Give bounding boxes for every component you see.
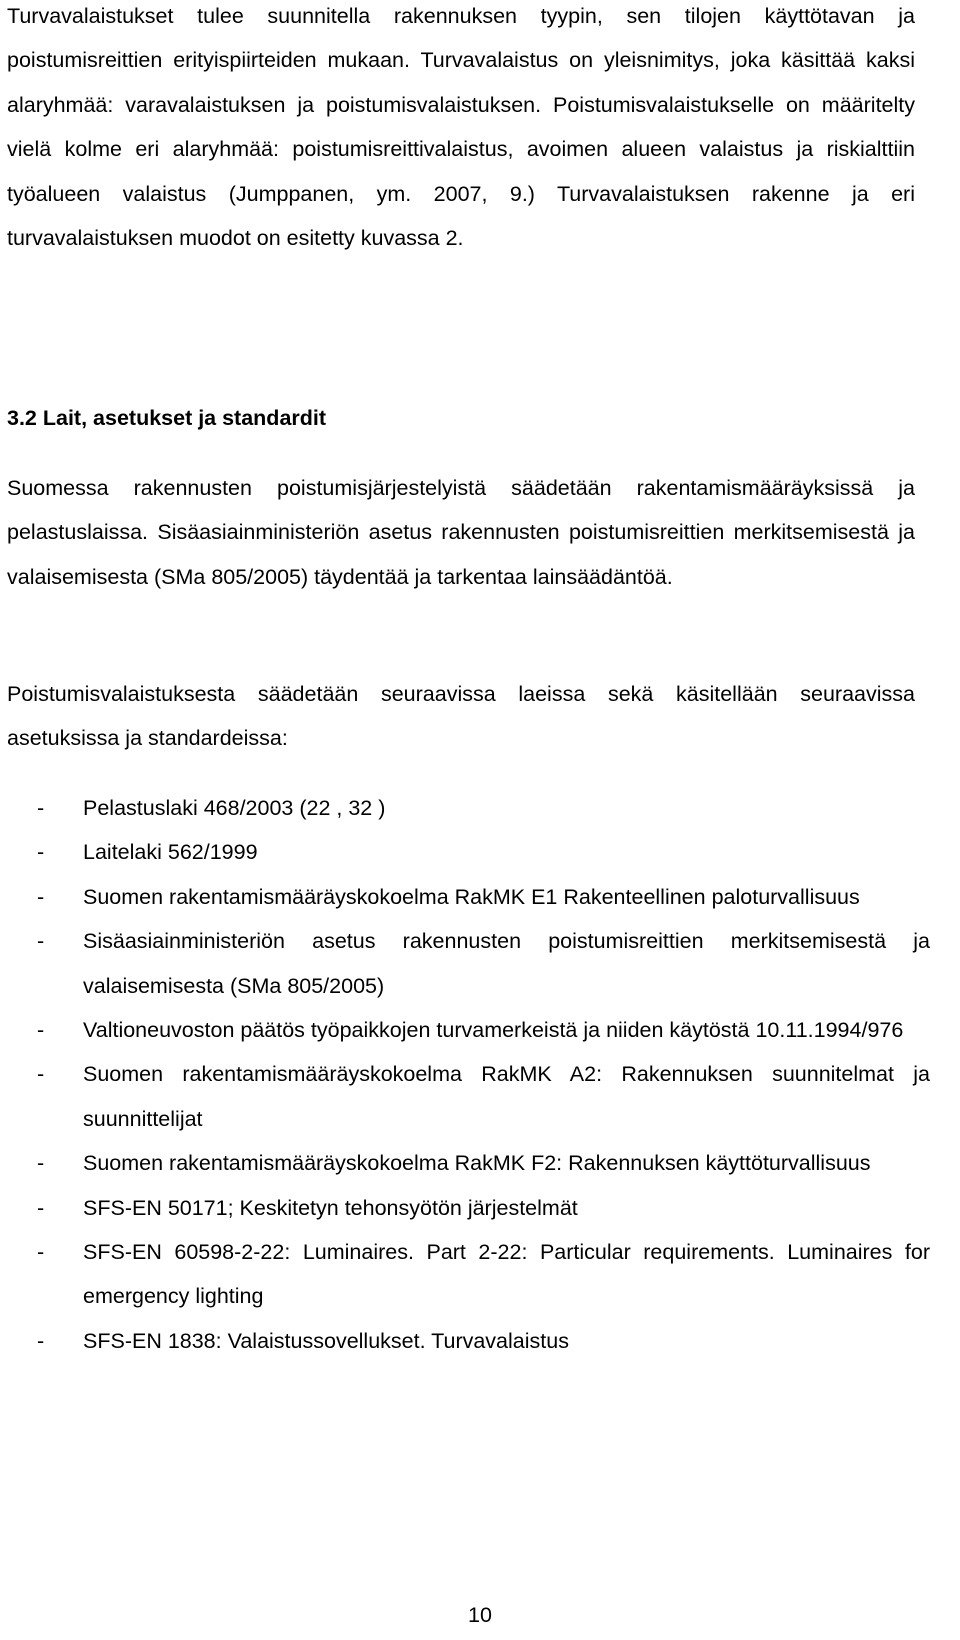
list-item-text: Suomen rakentamismääräyskokoelma RakMK A2: Rakennuksen suunnitelmat ja suunnittelijat: [83, 1062, 930, 1131]
list-dash: -: [37, 796, 45, 820]
list-dash: -: [37, 929, 45, 954]
list-item: [0, 1008, 930, 1052]
list-dash: -: [37, 1328, 45, 1353]
intro-paragraph: Turvavalaistukset tulee suunnitella rakennuksen tyypin, sen tilojen käyttötavan ja poistumisreittien erityispiirteiden mukaan. Turvavalaistus on yleisnimitys, joka käsittää kaksi alaryhmää: varavalaistuksen ja poistumisvalaistuksen. Poistumisvalaistukselle on määritelty vielä kolme eri alaryhmää: poistumisreittivalaistus, avoimen alueen valaistus ja riskialttiin työalueen valaistus (Jumppanen, ym. 2007, 9.) Turvavalaistuksen rakenne ja eri turvavalaistuksen muodot on esitetty kuvassa 2.: [7, 4, 915, 251]
list-dash: -: [37, 1240, 45, 1265]
list-item: [0, 875, 930, 919]
list-item: [0, 1230, 930, 1319]
list-item: [0, 786, 930, 830]
page-number: 10: [468, 1603, 492, 1627]
list-item-text: Laitelaki 562/1999: [83, 840, 258, 865]
list-dash: -: [37, 884, 45, 909]
regulations-intro-paragraph: Poistumisvalaistuksesta säädetään seuraavissa laeissa sekä käsitellään seuraavissa asetuksissa ja standardeissa:: [7, 682, 915, 751]
list-item-text: Suomen rakentamismääräyskokoelma RakMK E1 Rakenteellinen paloturvallisuus: [83, 884, 860, 909]
list-item-text: Pelastuslaki 468/2003 (22 , 32 ): [83, 796, 386, 820]
list-dash: -: [37, 1151, 45, 1176]
list-item-text: SFS-EN 60598-2-22: Luminaires. Part 2-22: Particular requirements. Luminaires for emergency lighting: [83, 1240, 930, 1309]
list-dash: -: [37, 1062, 45, 1087]
section-heading: 3.2 Lait, asetukset ja standardit: [7, 406, 327, 430]
list-item-text: Suomen rakentamismääräyskokoelma RakMK F2: Rakennuksen käyttöturvallisuus: [83, 1151, 871, 1176]
list-item: [0, 1052, 930, 1141]
list-item: [0, 830, 930, 874]
list-item-text: SFS-EN 1838: Valaistussovellukset. Turvavalaistus: [83, 1328, 569, 1353]
list-dash: -: [37, 1018, 45, 1043]
list-item-text: SFS-EN 50171; Keskitetyn tehonsyötön järjestelmät: [83, 1195, 578, 1220]
list-item: [0, 919, 930, 1008]
list-item-text: Valtioneuvoston päätös työpaikkojen turvamerkeistä ja niiden käytöstä 10.11.1994/976: [83, 1018, 904, 1043]
list-item: [0, 1141, 930, 1185]
list-item: [0, 1186, 930, 1230]
list-dash: -: [37, 1195, 45, 1220]
list-item-text: Sisäasiainministeriön asetus rakennusten poistumisreittien merkitsemisestä ja valaisemisesta (SMa 805/2005): [83, 929, 930, 998]
list-dash: -: [37, 840, 45, 865]
regulations-list: [0, 786, 930, 1363]
legislation-paragraph: Suomessa rakennusten poistumisjärjestelyistä säädetään rakentamismääräyksissä ja pelastuslaissa. Sisäasiainministeriön asetus rakennusten poistumisreittien merkitsemisestä ja valaisemisesta (SMa 805/2005) täydentää ja tarkentaa lainsäädäntöä.: [7, 476, 915, 589]
list-item: [0, 1319, 930, 1363]
